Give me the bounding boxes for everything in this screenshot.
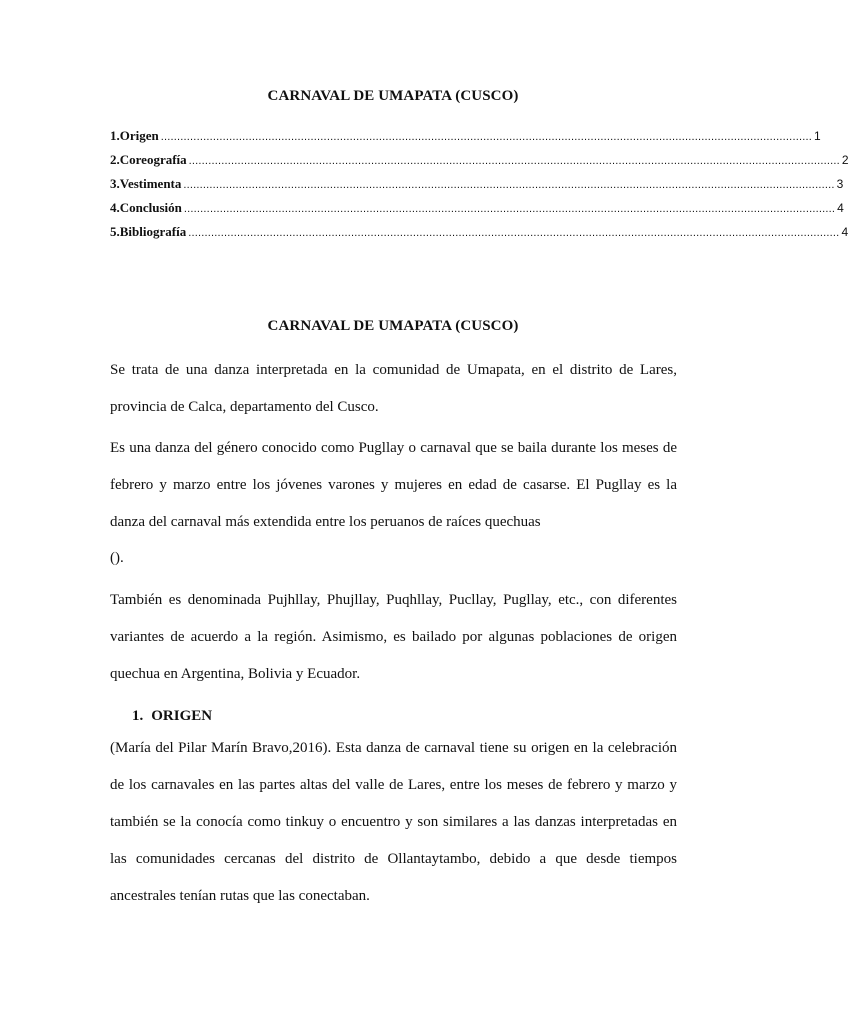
- toc-item-label: Origen: [119, 128, 159, 143]
- paragraph-pugllay: Es una danza del género conocido como Pugllay o carnaval que se baila durante los meses de febrero y marzo entre los jóvenes varones y mujeres en edad de casarse. El Pugllay es la danza del carnaval más extendida entre los peruanos de raíces quechuas: [110, 440, 677, 530]
- toc-item-page: 4: [841, 225, 849, 239]
- toc-item-page: 4: [837, 201, 844, 215]
- paragraph-origen: (María del Pilar Marín Bravo,2016). Esta danza de carnaval tiene su origen en la celebración de los carnavales en las partes altas del valle de Lares, entre los meses de febrero y marzo y también se la conocía como tinkuy o encuentro y son similares a las danzas interpretadas en las comunidades cercanas del distrito de Ollantaytambo, debido a que desde tiempos ancestrales tenían rutas que las conectaban.: [110, 740, 677, 904]
- toc-item-page: 1: [813, 129, 821, 143]
- toc-item-label: Coreografía: [119, 152, 187, 167]
- section-number: 1.: [132, 708, 144, 724]
- section-heading-origen: [132, 708, 212, 725]
- table-of-contents: [110, 128, 849, 248]
- toc-item-page: 2: [841, 153, 849, 167]
- paragraph-intro: Se trata de una danza interpretada en la comunidad de Umapata, en el distrito de Lares, provincia de Calca, departamento del Cusco.: [110, 362, 677, 415]
- toc-item-label: Bibliografía: [119, 224, 187, 239]
- toc-leader-dots: ........................................................................................................................................................................................................: [183, 203, 836, 215]
- paragraph-variants: También es denominada Pujhllay, Phujllay, Puqhllay, Pucllay, Pugllay, etc., con diferentes variantes de acuerdo a la región. Asimismo, es bailado por algunas poblaciones de origen quechua en Argentina, Bolivia y Ecuador.: [110, 592, 677, 682]
- toc-item[interactable]: [110, 200, 844, 224]
- toc-item-number: 2.: [110, 152, 120, 167]
- toc-item[interactable]: [110, 176, 844, 200]
- toc-leader-dots: ........................................................................................................................................................................................................: [188, 155, 840, 167]
- toc-leader-dots: ........................................................................................................................................................................................................: [188, 227, 840, 239]
- toc-item[interactable]: [110, 152, 849, 176]
- toc-leader-dots: ........................................................................................................................................................................................................: [183, 179, 835, 191]
- toc-item-label: Conclusión: [119, 200, 182, 215]
- toc-item[interactable]: [110, 224, 849, 248]
- toc-item-label: Vestimenta: [119, 176, 182, 191]
- toc-title: CARNAVAL DE UMAPATA (CUSCO): [267, 88, 519, 104]
- toc-leader-dots: ........................................................................................................................................................................................................: [160, 131, 812, 143]
- paragraph-citation: ().: [110, 550, 124, 566]
- toc-item-number: 1.: [110, 128, 120, 143]
- toc-item-number: 5.: [110, 224, 120, 239]
- body-title: CARNAVAL DE UMAPATA (CUSCO): [267, 318, 519, 334]
- toc-item-page: 3: [836, 177, 844, 191]
- section-title: ORIGEN: [151, 708, 213, 724]
- toc-item-number: 3.: [110, 176, 120, 191]
- toc-item[interactable]: [110, 128, 821, 152]
- toc-item-number: 4.: [110, 200, 120, 215]
